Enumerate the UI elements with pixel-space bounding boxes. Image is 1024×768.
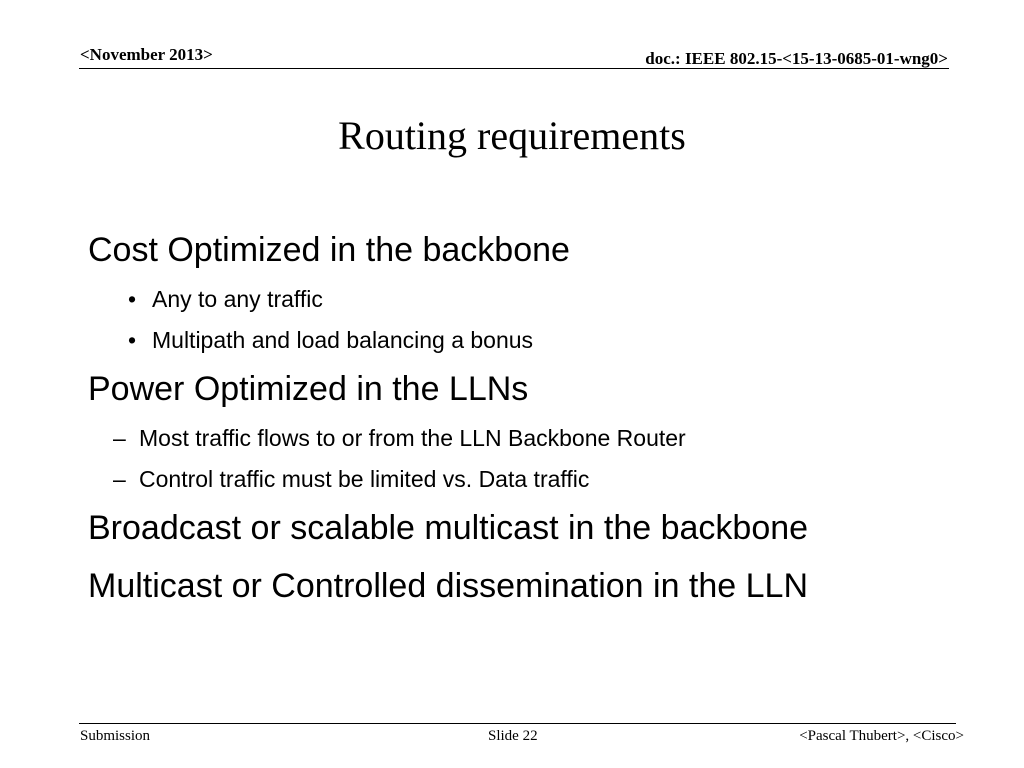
dash-icon: –	[113, 425, 126, 451]
content-line-4-text: Power Optimized in the LLNs	[88, 370, 529, 408]
content-line-2-text: Any to any traffic	[152, 286, 323, 312]
bullet-icon: •	[128, 327, 137, 353]
content-line-3	[128, 327, 533, 354]
bullet-icon: •	[128, 286, 137, 312]
content-line-6-text: Control traffic must be limited vs. Data traffic	[139, 466, 590, 492]
header-date: <November 2013>	[80, 45, 213, 64]
content-line-6	[113, 466, 589, 493]
footer-submission: Submission	[80, 728, 151, 744]
footer-author: <Pascal Thubert>, <Cisco>	[799, 728, 964, 744]
footer-slide-number: Slide 22	[488, 728, 538, 744]
content-line-1-text: Cost Optimized in the backbone	[88, 231, 570, 269]
content-line-4	[88, 370, 528, 409]
slide-title: Routing requirements	[338, 113, 686, 158]
content-line-5	[113, 425, 686, 452]
content-line-1	[88, 231, 570, 270]
content-line-7-text: Broadcast or scalable multicast in the backbone	[88, 509, 809, 547]
header-divider	[79, 68, 949, 69]
dash-icon: –	[113, 466, 126, 492]
content-line-8	[88, 567, 808, 606]
content-line-5-text: Most traffic flows to or from the LLN Backbone Router	[139, 425, 686, 451]
content-line-2	[128, 286, 323, 313]
footer-divider	[79, 723, 956, 724]
content-line-8-text: Multicast or Controlled dissemination in the LLN	[88, 567, 809, 605]
content-line-3-text: Multipath and load balancing a bonus	[152, 327, 534, 353]
header-doc-id: doc.: IEEE 802.15-<15-13-0685-01-wng0>	[645, 49, 948, 68]
content-line-7	[88, 509, 808, 548]
